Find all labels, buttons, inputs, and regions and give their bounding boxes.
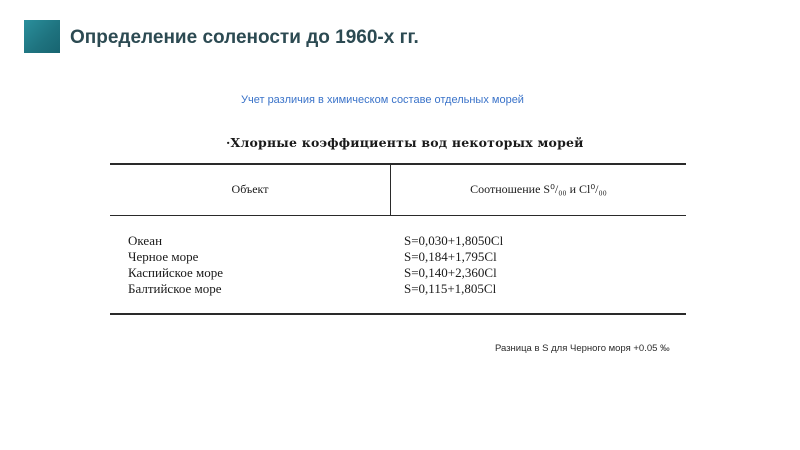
table-row-object: Океан (128, 233, 163, 248)
table-top-rule (110, 163, 686, 165)
object-list (128, 233, 388, 297)
table-row-object: Черное море (128, 249, 199, 264)
black-sea-note: Разница в S для Черного моря +0.05 ‰ (495, 343, 670, 354)
header-rule (110, 215, 686, 216)
chlorine-coefficients-table (110, 163, 686, 315)
column-header-object: Объект (231, 182, 269, 196)
table-heading: ·Хлорные коэффициенты вод некоторых морей (226, 135, 584, 150)
table-row-object: Каспийское море (128, 265, 224, 280)
slide-subtitle: Учет различия в химическом составе отдельных морей (241, 94, 524, 106)
formula-list (404, 233, 684, 297)
table-row-formula: S=0,140+2,360Cl (404, 265, 497, 280)
table-row-formula: S=0,030+1,8050Cl (404, 233, 504, 248)
slide-title: Определение солености до 1960-х гг. (70, 27, 419, 48)
table-bottom-rule (110, 313, 686, 315)
column-header-ratio: Соотношение S⁰/₀₀ и Cl⁰/₀₀ (470, 182, 607, 196)
table-row-object: Балтийское море (128, 281, 222, 296)
title-accent-square (24, 20, 60, 53)
table-row-formula: S=0,184+1,795Cl (404, 249, 497, 264)
table-row-formula: S=0,115+1,805Cl (404, 281, 497, 296)
